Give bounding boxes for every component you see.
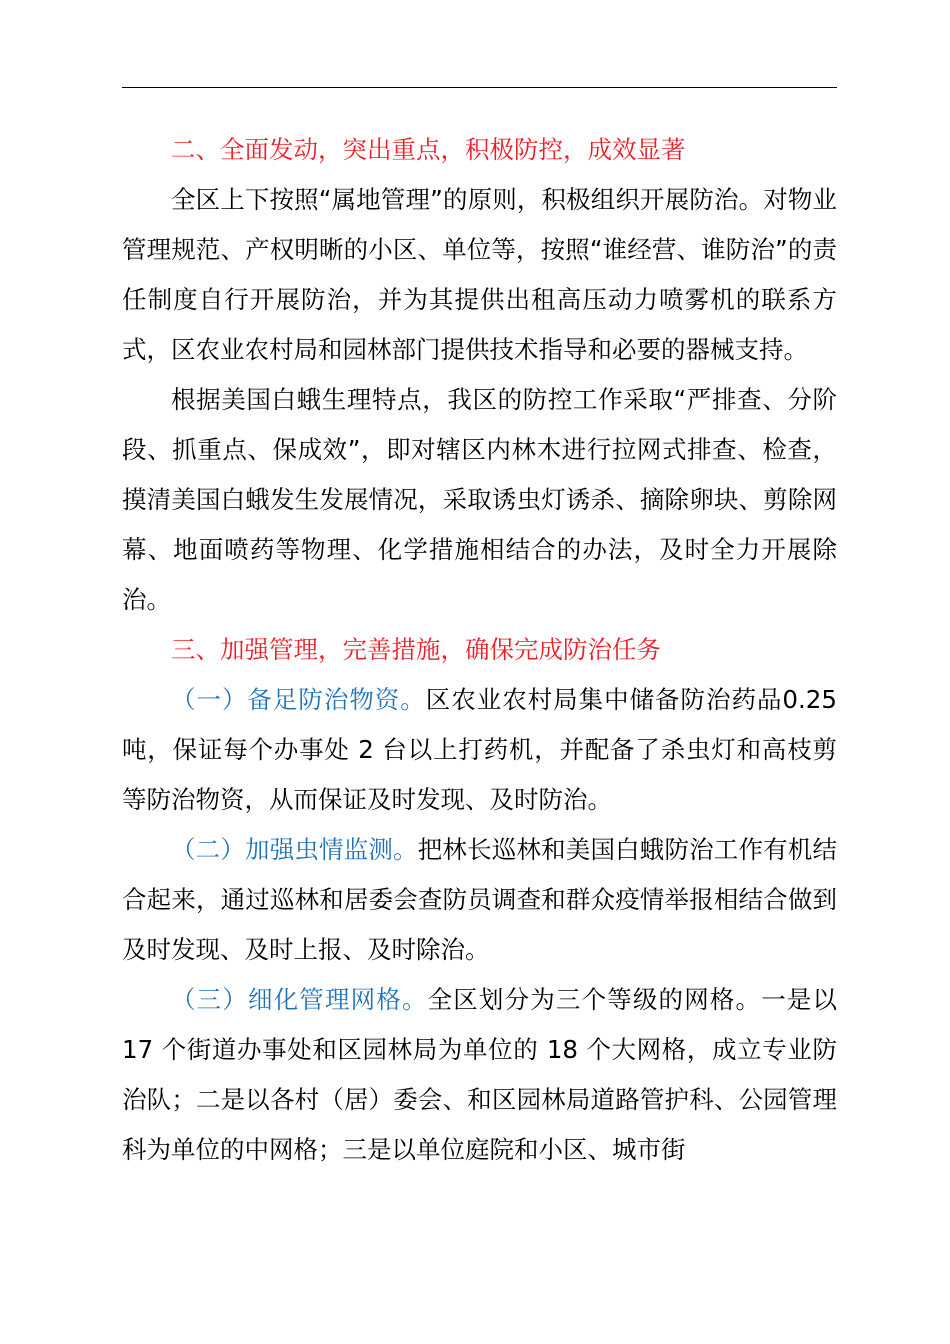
section-2-paragraph-2: 根据美国白蛾生理特点，我区的防控工作采取“严排查、分阶段、抓重点、保成效”，即对辖区内林木进行拉网式排查、检查，摸清美国白蛾发生发展情况，采取诱虫灯诱杀、摘除卵块、剪除网幕、地面喷药等物理、化学措施相结合的办法，及时全力开展除治。 — [122, 385, 837, 614]
item-3-text: 全区划分为三个等级的网格。一是以 17 个街道办事处和区园林局为单位的 18 个大网格，成立专业防治队；二是以各村（居）委会、和区园林局道路管护科、公园管理科为单位的中网格；三是以单位庭院和小区、城市街 — [122, 985, 838, 1164]
item-1-label: （一）备足防治物资。 — [171, 685, 426, 714]
section-3-item-3 — [122, 975, 837, 1175]
item-3-label: （三）细化管理网格。 — [171, 985, 428, 1014]
header-rule — [122, 87, 837, 88]
section-3-item-1 — [122, 675, 837, 825]
item-1-text: 区农业农村局集中储备防治药品0.25 吨，保证每个办事处 2 台以上打药机，并配备了杀虫灯和高枝剪等防治物资，从而保证及时发现、及时防治。 — [122, 685, 837, 814]
document-body — [122, 125, 837, 1175]
item-2-label: （二）加强虫情监测。 — [171, 835, 418, 864]
section-2-paragraph-1: 全区上下按照“属地管理”的原则，积极组织开展防治。对物业管理规范、产权明晰的小区、单位等，按照“谁经营、谁防治”的责任制度自行开展防治，并为其提供出租高压动力喷雾机的联系方式，区农业农村局和园林部门提供技术指导和必要的器械支持。 — [122, 185, 837, 364]
section-3-heading: 三、加强管理，完善措施，确保完成防治任务 — [171, 635, 661, 664]
section-2-heading: 二、全面发动，突出重点，积极防控，成效显著 — [171, 135, 686, 164]
item-2-text: 把林长巡林和美国白蛾防治工作有机结合起来，通过巡林和居委会查防员调查和群众疫情举报相结合做到及时发现、及时上报、及时除治。 — [122, 835, 838, 964]
section-3-item-2 — [122, 825, 837, 975]
